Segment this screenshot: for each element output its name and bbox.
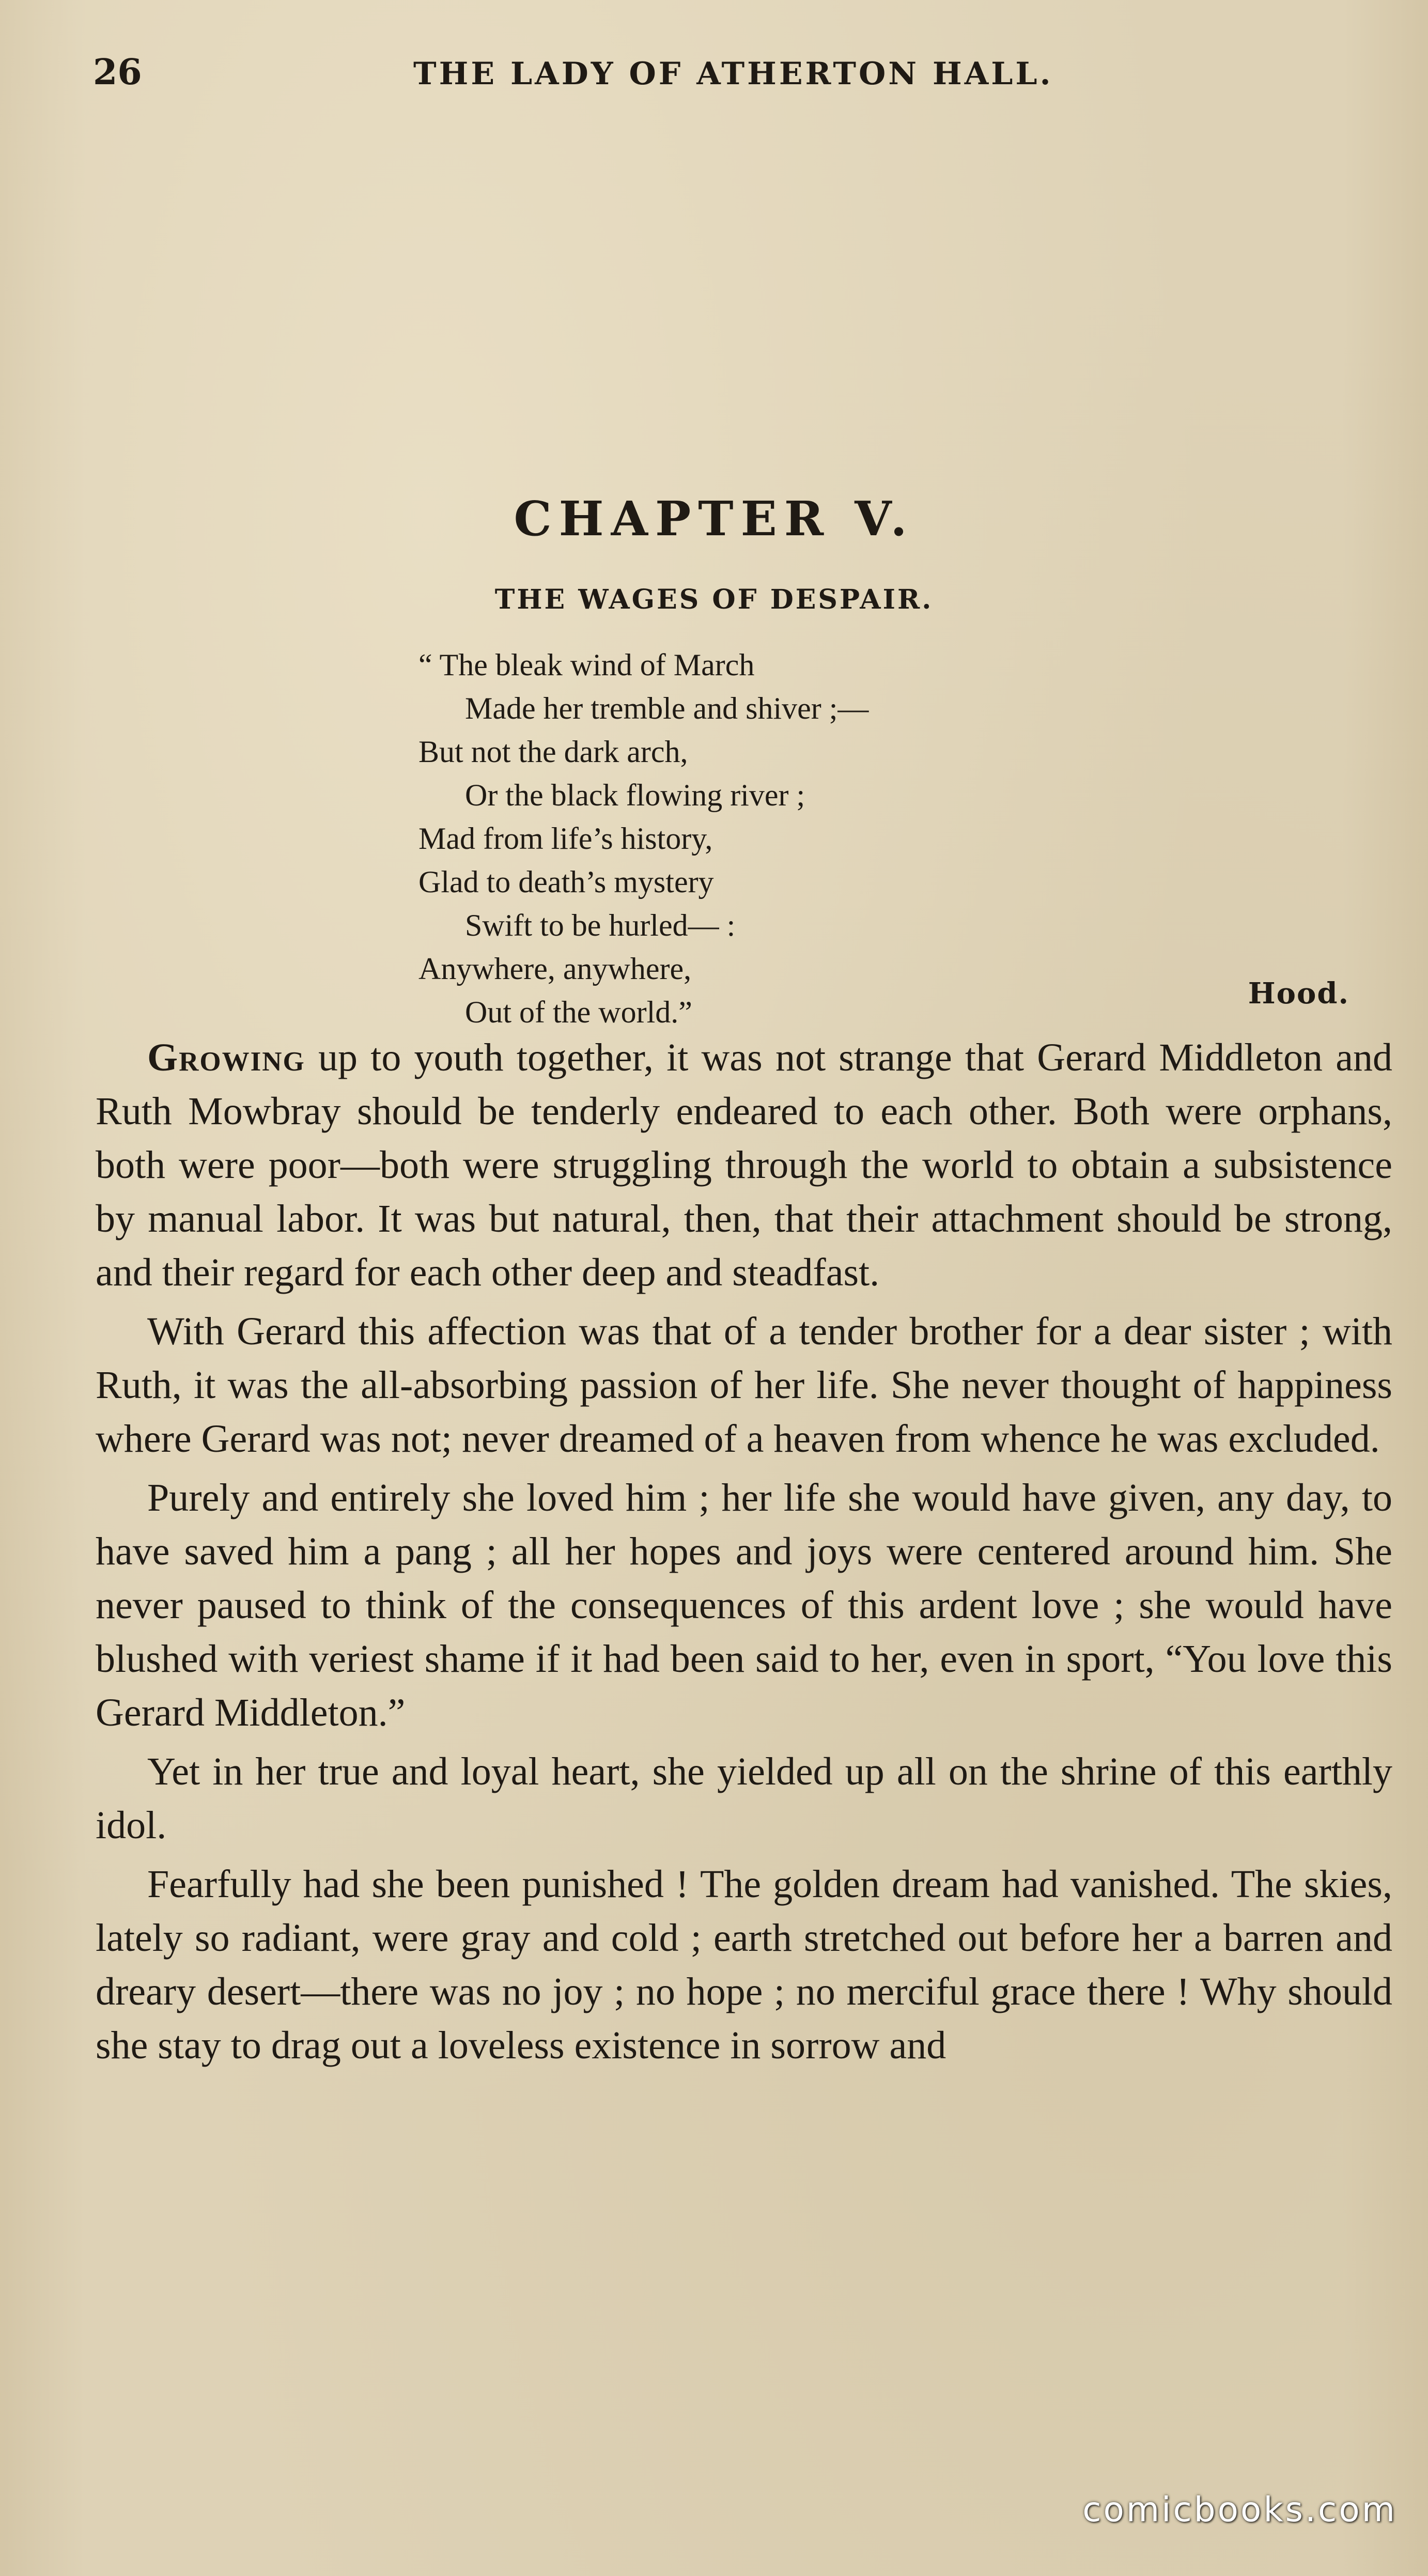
epigraph-line: Mad from life’s history, bbox=[418, 821, 713, 856]
page-number: 26 bbox=[93, 52, 142, 93]
chapter-subtitle: THE WAGES OF DESPAIR. bbox=[494, 584, 934, 615]
paragraph: Fearfully had she been punished ! The golden dream had vanished. The skies, lately so radiant, were gray and cold ; earth stretched out before her a barren and dreary desert—there was no joy ; no hope ; no merciful grace there ! Why should she stay to drag out a loveless existence in sorrow and bbox=[96, 1863, 1392, 2067]
epigraph-line: Swift to be hurled— : bbox=[465, 908, 736, 942]
epigraph bbox=[418, 643, 1348, 1034]
paragraph-text: up to youth together, it was not strange that Gerard Middleton and Ruth Mowbray should be tenderly endeared to each other. Both were orphans, both were poor—both were struggling through the world to obtain a subsistence by manual labor. It was but natural, then, that their attachment should be strong, and their regard for each other deep and steadfast. bbox=[96, 1036, 1393, 1294]
running-head bbox=[93, 52, 1366, 98]
running-title: THE LADY OF ATHERTON HALL. bbox=[413, 56, 1053, 92]
watermark: comicbooks.com bbox=[1082, 2490, 1397, 2530]
paragraph: Yet in her true and loyal heart, she yielded up all on the shrine of this earthly idol. bbox=[96, 1750, 1392, 1847]
epigraph-line: Out of the world.” bbox=[465, 995, 692, 1029]
epigraph-line: Glad to death’s mystery bbox=[418, 865, 714, 899]
chapter-heading: CHAPTER V. bbox=[514, 491, 914, 547]
epigraph-line: But not the dark arch, bbox=[418, 735, 688, 769]
epigraph-line: Anywhere, anywhere, bbox=[418, 952, 692, 986]
epigraph-attribution: Hood. bbox=[1248, 976, 1349, 1011]
body-text bbox=[96, 1031, 1392, 2077]
epigraph-line: Or the black flowing river ; bbox=[465, 778, 805, 812]
paragraph: Purely and entirely she loved him ; her life she would have given, any day, to have saved him a pang ; all her hopes and joys were centered around him. She never paused to think of the consequences of this ardent love ; she would have blushed with veriest shame if it had been said to her, even in sport, “You love this Gerard Middleton.” bbox=[96, 1476, 1392, 1734]
paragraph-lead-word: Growing bbox=[147, 1036, 305, 1079]
epigraph-line: “ The bleak wind of March bbox=[418, 648, 755, 682]
epigraph-line: Made her tremble and shiver ;— bbox=[465, 691, 869, 725]
paragraph bbox=[96, 1031, 1392, 1299]
paragraph: With Gerard this affection was that of a tender brother for a dear sister ; with Ruth, it was the all-absorbing passion of her life. She never thought of happiness where Gerard was not; never dreamed of a heaven from whence he was excluded. bbox=[96, 1310, 1392, 1461]
